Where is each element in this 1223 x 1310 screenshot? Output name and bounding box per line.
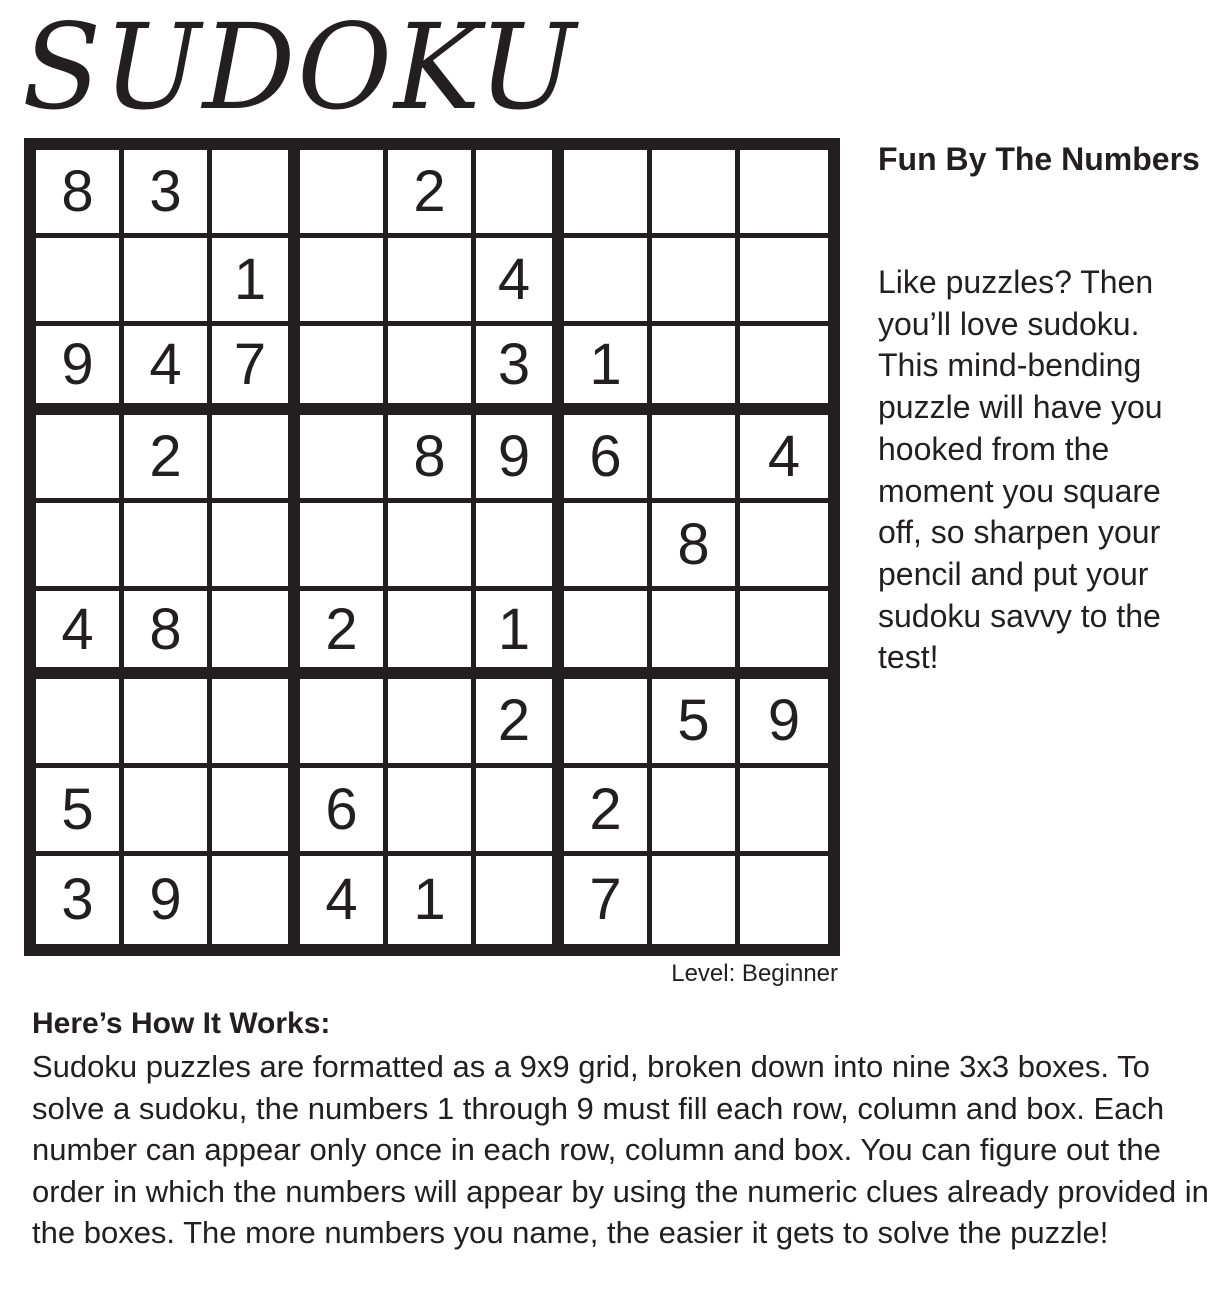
sudoku-cell-r1-c5: 2 [388,150,476,238]
sudoku-cell-r8-c9[interactable] [740,768,828,856]
sudoku-cell-r7-c2[interactable] [124,679,212,767]
sudoku-cell-r8-c7: 2 [564,768,652,856]
sudoku-cell-r2-c8[interactable] [652,238,740,326]
sudoku-cell-r6-c8[interactable] [652,591,740,679]
sudoku-cell-r6-c7[interactable] [564,591,652,679]
sudoku-cell-r1-c3[interactable] [212,150,300,238]
sudoku-cell-r3-c6: 3 [476,326,564,414]
sudoku-cell-r7-c9: 9 [740,679,828,767]
sudoku-cell-r4-c3[interactable] [212,415,300,503]
sudoku-cell-r3-c5[interactable] [388,326,476,414]
sudoku-cell-r3-c1: 9 [36,326,124,414]
sudoku-cell-r7-c3[interactable] [212,679,300,767]
sudoku-cell-r1-c4[interactable] [300,150,388,238]
sudoku-cell-r3-c3: 7 [212,326,300,414]
sudoku-cell-r6-c4: 2 [300,591,388,679]
sudoku-cell-r2-c1[interactable] [36,238,124,326]
sudoku-cell-r5-c5[interactable] [388,503,476,591]
sudoku-cell-r3-c8[interactable] [652,326,740,414]
sudoku-cell-r5-c9[interactable] [740,503,828,591]
sidebar-body: Like puzzles? Then you’ll love sudoku. This mind-bending puzzle will have you hooked from the moment you square off, so sharpen your pencil and put your sudoku savvy to the test! [878,264,1163,676]
sudoku-cell-r2-c4[interactable] [300,238,388,326]
sudoku-cell-r8-c8[interactable] [652,768,740,856]
sudoku-cell-r6-c1: 4 [36,591,124,679]
sudoku-cell-r4-c7: 6 [564,415,652,503]
sudoku-cell-r7-c5[interactable] [388,679,476,767]
sudoku-cell-r8-c4: 6 [300,768,388,856]
sudoku-cell-r4-c1[interactable] [36,415,124,503]
sudoku-cell-r5-c3[interactable] [212,503,300,591]
sudoku-cell-r9-c1: 3 [36,856,124,944]
sudoku-cell-r8-c1: 5 [36,768,124,856]
sudoku-cell-r6-c2: 8 [124,591,212,679]
sudoku-cell-r1-c1: 8 [36,150,124,238]
sudoku-cell-r4-c9: 4 [740,415,828,503]
puzzle-title: SUDOKU [22,0,578,136]
sudoku-cell-r8-c6[interactable] [476,768,564,856]
sudoku-cell-r1-c8[interactable] [652,150,740,238]
sudoku-cell-r6-c3[interactable] [212,591,300,679]
sudoku-cell-r5-c2[interactable] [124,503,212,591]
sudoku-cell-r7-c7[interactable] [564,679,652,767]
sudoku-cell-r3-c4[interactable] [300,326,388,414]
sudoku-grid [24,138,840,956]
sudoku-cell-r9-c6[interactable] [476,856,564,944]
sudoku-cell-r9-c9[interactable] [740,856,828,944]
sudoku-cell-r4-c2: 2 [124,415,212,503]
sudoku-cell-r9-c3[interactable] [212,856,300,944]
sudoku-cell-r7-c4[interactable] [300,679,388,767]
sudoku-cell-r8-c3[interactable] [212,768,300,856]
sudoku-cell-r9-c7: 7 [564,856,652,944]
sudoku-cell-r5-c6[interactable] [476,503,564,591]
sudoku-cell-r5-c1[interactable] [36,503,124,591]
sudoku-cell-r6-c6: 1 [476,591,564,679]
sudoku-cell-r9-c4: 4 [300,856,388,944]
sudoku-cell-r1-c6[interactable] [476,150,564,238]
sudoku-cell-r4-c8[interactable] [652,415,740,503]
sudoku-cell-r6-c5[interactable] [388,591,476,679]
sudoku-cell-r5-c8: 8 [652,503,740,591]
sudoku-cell-r9-c5: 1 [388,856,476,944]
sudoku-cell-r8-c2[interactable] [124,768,212,856]
sudoku-cell-r5-c7[interactable] [564,503,652,591]
sudoku-cell-r7-c1[interactable] [36,679,124,767]
sudoku-cell-r1-c2: 3 [124,150,212,238]
sudoku-cell-r8-c5[interactable] [388,768,476,856]
sudoku-cell-r3-c9[interactable] [740,326,828,414]
instructions-heading: Here’s How It Works: [32,1007,331,1040]
sudoku-cell-r6-c9[interactable] [740,591,828,679]
sudoku-cell-r4-c5: 8 [388,415,476,503]
sudoku-cell-r2-c7[interactable] [564,238,652,326]
sudoku-cell-r2-c3: 1 [212,238,300,326]
sudoku-cell-r2-c6: 4 [476,238,564,326]
sudoku-cell-r5-c4[interactable] [300,503,388,591]
sudoku-cell-r1-c7[interactable] [564,150,652,238]
sudoku-cell-r2-c2[interactable] [124,238,212,326]
sudoku-cell-r1-c9[interactable] [740,150,828,238]
sudoku-cell-r7-c8: 5 [652,679,740,767]
sidebar-heading: Fun By The Numbers [878,141,1200,177]
sudoku-cell-r7-c6: 2 [476,679,564,767]
sudoku-cell-r3-c2: 4 [124,326,212,414]
sudoku-cell-r2-c9[interactable] [740,238,828,326]
sudoku-cell-r4-c6: 9 [476,415,564,503]
sudoku-cell-r9-c2: 9 [124,856,212,944]
difficulty-level: Level: Beginner [671,960,838,987]
sudoku-cell-r9-c8[interactable] [652,856,740,944]
instructions-body: Sudoku puzzles are formatted as a 9x9 grid, broken down into nine 3x3 boxes. To solve a sudoku, the numbers 1 through 9 must fill each row, column and box. Each number can appear only once in each row, column and box. You can figure out the order in which the numbers will appear by using the numeric clues already provided in the boxes. The more numbers you name, the easier it gets to solve the puzzle! [32,1049,1209,1250]
sudoku-cell-r2-c5[interactable] [388,238,476,326]
sudoku-cell-r3-c7: 1 [564,326,652,414]
sudoku-cell-r4-c4[interactable] [300,415,388,503]
